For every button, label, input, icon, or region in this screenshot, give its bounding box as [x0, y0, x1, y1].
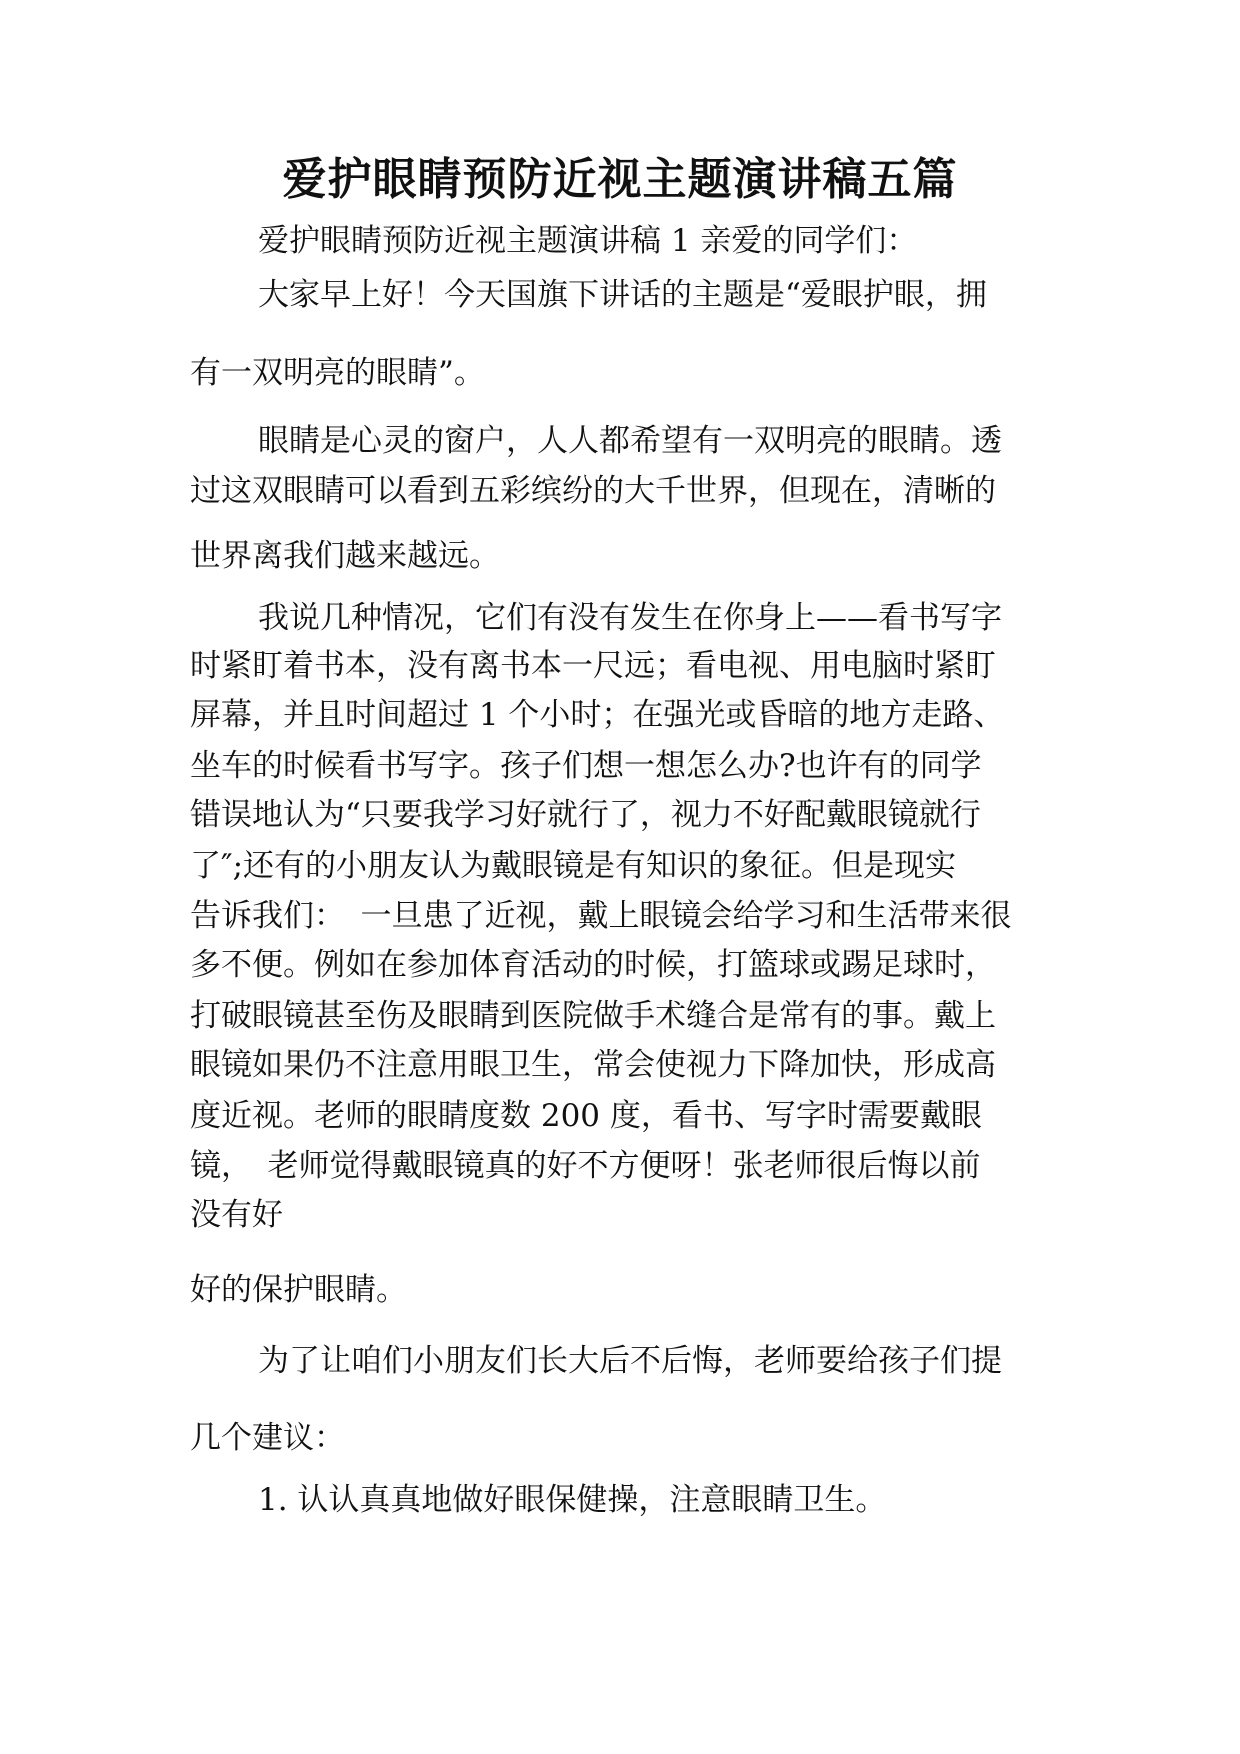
text-line: 屏幕，并且时间超过 1 个小时；在强光或昏暗的地方走路、 — [190, 697, 1005, 733]
text-line: 1. 认认真真地做好眼保健操，注意眼睛卫生。 — [258, 1482, 887, 1518]
text-line: 为了让咱们小朋友们长大后不后悔，老师要给孩子们提 — [258, 1343, 1002, 1379]
text-line: 眼睛是心灵的窗户，人人都希望有一双明亮的眼睛。透 — [258, 423, 1002, 459]
text-line: 眼镜如果仍不注意用眼卫生，常会使视力下降加快，形成高 — [190, 1047, 996, 1083]
text-line: 过这双眼睛可以看到五彩缤纷的大千世界，但现在，清晰的 — [190, 473, 996, 509]
document-title: 爱护眼睛预防近视主题演讲稿五篇 — [282, 154, 958, 205]
text-line: 世界离我们越来越远。 — [190, 538, 500, 574]
text-line: 镜， 老师觉得戴眼镜真的好不方便呀！张老师很后悔以前 — [190, 1148, 981, 1184]
text-line: 几个建议： — [190, 1420, 345, 1456]
text-line: 度近视。老师的眼睛度数 200 度，看书、写字时需要戴眼 — [190, 1098, 982, 1134]
text-line: 多不便。例如在参加体育活动的时候，打篮球或踢足球时， — [190, 947, 996, 983]
text-line: 打破眼镜甚至伤及眼睛到医院做手术缝合是常有的事。戴上 — [190, 998, 996, 1034]
text-line: 错误地认为“只要我学习好就行了，视力不好配戴眼镜就行 — [190, 797, 981, 833]
text-line: 有一双明亮的眼睛”。 — [190, 355, 485, 391]
text-line: 没有好 — [190, 1197, 283, 1233]
text-line: 坐车的时候看书写字。孩子们想一想怎么办?也许有的同学 — [190, 748, 982, 784]
text-line: 告诉我们： 一旦患了近视，戴上眼镜会给学习和生活带来很 — [190, 898, 1012, 934]
text-line: 我说几种情况，它们有没有发生在你身上——看书写字 — [258, 600, 1002, 636]
text-line: 爱护眼睛预防近视主题演讲稿 1 亲爱的同学们： — [258, 223, 918, 259]
text-line: 好的保护眼睛。 — [190, 1272, 407, 1308]
text-line: 时紧盯着书本，没有离书本一尺远；看电视、用电脑时紧盯 — [190, 648, 996, 684]
text-line: 了″;还有的小朋友认为戴眼镜是有知识的象征。但是现实 — [190, 848, 957, 884]
text-line: 大家早上好！今天国旗下讲话的主题是“爱眼护眼，拥 — [258, 277, 987, 313]
